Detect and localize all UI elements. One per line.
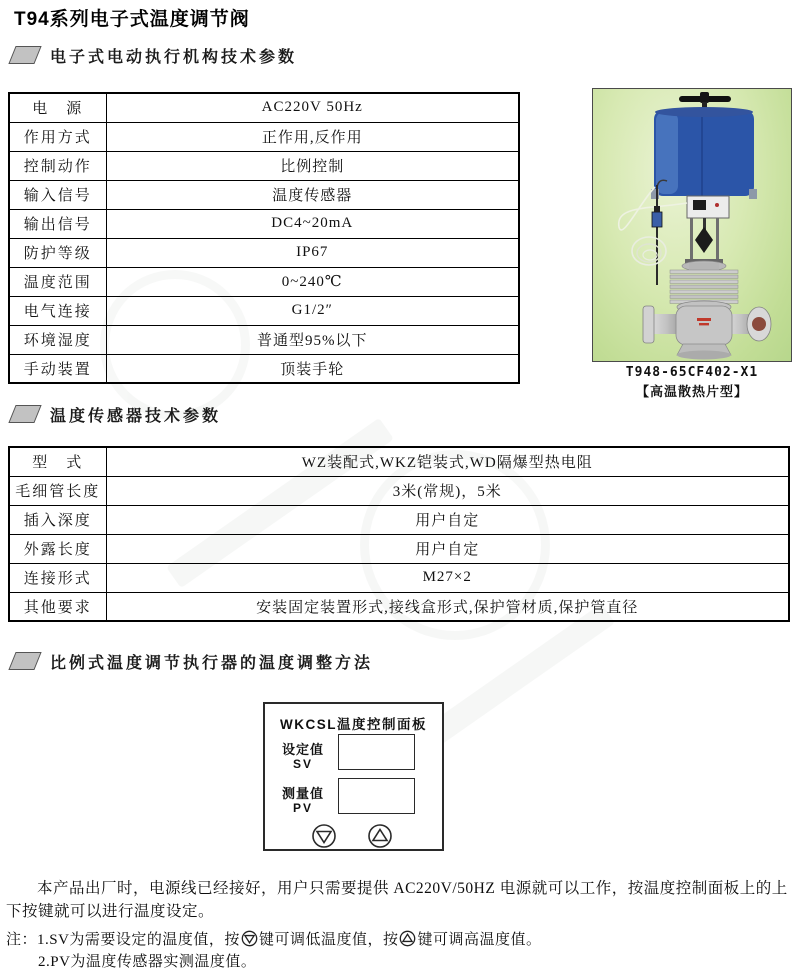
table-row (9, 476, 789, 505)
pv-label (273, 786, 333, 816)
note-1 (6, 928, 541, 949)
table-row (9, 592, 789, 621)
param-value: DC4~20mA (106, 209, 519, 238)
param-value: 普通型95%以下 (106, 325, 519, 354)
note-1-mid: 键可调低温度值，按 (258, 932, 399, 948)
section-heading-adjustment-method (12, 650, 373, 672)
param-value: 用户自定 (106, 505, 789, 534)
param-value: M27×2 (106, 563, 789, 592)
param-label: 其他要求 (9, 592, 106, 621)
param-label: 插入深度 (9, 505, 106, 534)
section-marker-icon (8, 652, 41, 670)
valve-product-photo (592, 88, 792, 362)
param-value: IP67 (106, 238, 519, 267)
sensor-spec-table (8, 446, 790, 622)
section-heading-label: 温度传感器技术参数 (50, 407, 222, 425)
temperature-control-panel-diagram (263, 702, 444, 851)
note-2-text: 2.PV为温度传感器实测温度值。 (38, 954, 257, 970)
param-label: 外露长度 (9, 534, 106, 563)
table-row (9, 267, 519, 296)
table-row (9, 354, 519, 383)
table-row (9, 151, 519, 180)
increase-temperature-button[interactable] (367, 823, 393, 849)
param-label: 温度范围 (9, 267, 106, 296)
page-title: T94系列电子式温度调节阀 (14, 9, 250, 30)
section-heading-sensor-params (12, 403, 221, 425)
section-heading-actuator-params (12, 44, 297, 66)
param-value: 比例控制 (106, 151, 519, 180)
sv-display-window (338, 734, 415, 770)
table-row (9, 180, 519, 209)
param-value: 顶装手轮 (106, 354, 519, 383)
param-value: AC220V 50Hz (106, 93, 519, 122)
down-triangle-button-icon (241, 930, 258, 947)
note-1-prefix: 注：1.SV为需要设定的温度值，按 (6, 932, 240, 948)
table-row (9, 93, 519, 122)
param-label: 输出信号 (9, 209, 106, 238)
table-row (9, 122, 519, 151)
valve-illustration (593, 89, 791, 361)
table-row (9, 505, 789, 534)
param-label: 连接形式 (9, 563, 106, 592)
table-row (9, 447, 789, 476)
note-2 (6, 950, 256, 971)
param-label: 作用方式 (9, 122, 106, 151)
panel-title: WKCSL温度控制面板 (280, 717, 427, 732)
param-value: WZ装配式,WKZ铠装式,WD隔爆型热电阻 (106, 447, 789, 476)
param-label: 型 式 (9, 447, 106, 476)
product-model-caption: T948-65CF402-X1 (625, 365, 759, 380)
param-value: 正作用,反作用 (106, 122, 519, 151)
param-value: 安装固定装置形式,接线盒形式,保护管材质,保护管直径 (106, 592, 789, 621)
actuator-spec-table (8, 92, 520, 384)
param-label: 防护等级 (9, 238, 106, 267)
param-value: 温度传感器 (106, 180, 519, 209)
param-label: 电 源 (9, 93, 106, 122)
sv-label-text: 设定值 (281, 742, 324, 757)
decrease-temperature-button[interactable] (311, 823, 337, 849)
param-value: 用户自定 (106, 534, 789, 563)
table-row (9, 209, 519, 238)
param-label: 控制动作 (9, 151, 106, 180)
table-row (9, 238, 519, 267)
section-heading-label: 电子式电动执行机构技术参数 (50, 48, 298, 66)
usage-paragraph: 本产品出厂时，电源线已经接好，用户只需要提供 AC220V/50HZ 电源就可以工作，按温度控制面板上的上下按键就可以进行温度设定。 (6, 880, 788, 920)
section-marker-icon (8, 46, 41, 64)
sv-abbr: SV (292, 757, 313, 771)
table-row (9, 563, 789, 592)
product-type-caption: 【高温散热片型】 (635, 384, 748, 399)
sv-label (273, 742, 333, 772)
pv-abbr: PV (292, 801, 313, 815)
param-value: 0~240℃ (106, 267, 519, 296)
table-row (9, 296, 519, 325)
param-label: 环境湿度 (9, 325, 106, 354)
up-triangle-button-icon (399, 930, 416, 947)
table-row (9, 325, 519, 354)
section-heading-label: 比例式温度调节执行器的温度调整方法 (50, 654, 374, 672)
down-triangle-icon (311, 823, 337, 849)
param-label: 毛细管长度 (9, 476, 106, 505)
param-label: 电气连接 (9, 296, 106, 325)
param-value: 3米(常规)，5米 (106, 476, 789, 505)
param-label: 手动装置 (9, 354, 106, 383)
section-marker-icon (8, 405, 41, 423)
up-triangle-icon (367, 823, 393, 849)
note-1-suffix: 键可调高温度值。 (417, 932, 542, 948)
pv-label-text: 测量值 (281, 786, 324, 801)
param-label: 输入信号 (9, 180, 106, 209)
param-value: G1/2″ (106, 296, 519, 325)
table-row (9, 534, 789, 563)
pv-display-window (338, 778, 415, 814)
